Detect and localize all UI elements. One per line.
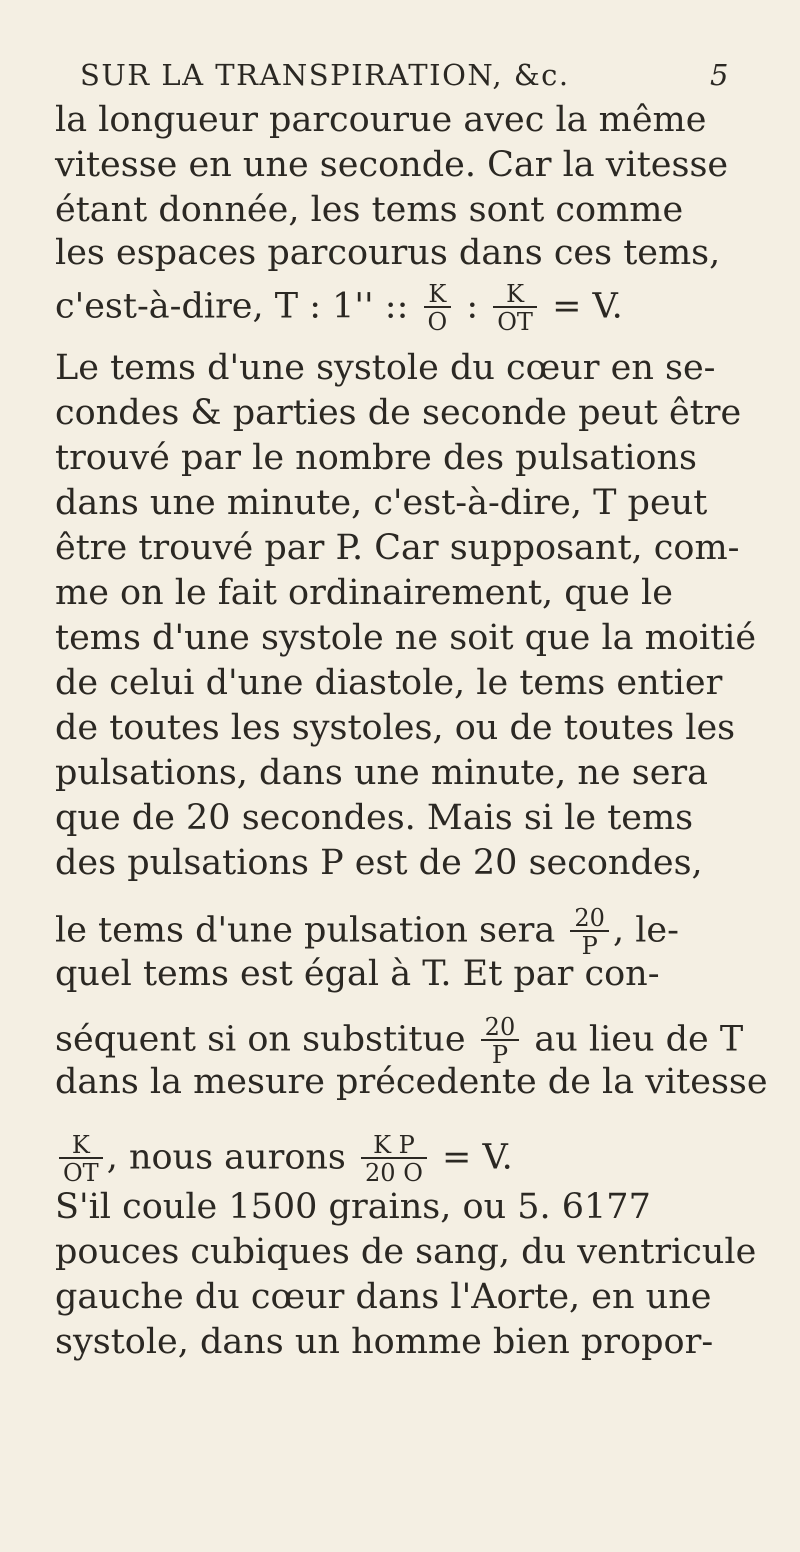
text-line: des pulsations P est de 20 secondes,: [55, 843, 703, 883]
text-line: [55, 282, 735, 334]
text-line: quel tems est égal à T. Et par con-: [55, 954, 660, 994]
text-segment: au lieu de T: [523, 1019, 744, 1060]
text-line: [55, 1133, 735, 1185]
text-line: être trouvé par P. Car supposant, com-: [55, 528, 740, 568]
fraction-k-over-o: [424, 282, 452, 334]
text-segment: c'est-à-dire, T : 1'' ::: [55, 286, 420, 327]
text-line: que de 20 secondes. Mais si le tems: [55, 798, 694, 838]
text-line: de celui d'une diastole, le tems entier: [55, 663, 723, 703]
text-line: gauche du cœur dans l'Aorte, en une: [55, 1277, 712, 1317]
fraction-k-over-ot: [493, 282, 537, 334]
text-line: étant donnée, les tems sont comme: [55, 190, 684, 230]
text-line: S'il coule 1500 grains, ou 5. 6177: [55, 1187, 651, 1227]
text-line: vitesse en une seconde. Car la vitesse: [55, 145, 729, 185]
text-line: dans une minute, c'est-à-dire, T peut: [55, 483, 708, 523]
running-header: [80, 58, 730, 98]
fraction-numerator: K: [493, 282, 537, 308]
running-title: SUR LA TRANSPIRATION, &c.: [80, 58, 570, 92]
text-line: trouvé par le nombre des pulsations: [55, 438, 697, 478]
page-number: 5: [710, 58, 730, 92]
fraction-20-over-p: [570, 906, 609, 958]
fraction-kp-over-20o: [361, 1133, 427, 1185]
text-line: pulsations, dans une minute, ne sera: [55, 753, 709, 793]
text-segment: = V.: [540, 286, 623, 327]
fraction-k-over-ot: [59, 1133, 103, 1185]
fraction-20-over-p: [481, 1015, 520, 1067]
fraction-denominator: OT: [63, 1159, 99, 1187]
fraction-numerator: 20: [481, 1015, 520, 1041]
text-line: Le tems d'une systole du cœur en se-: [55, 348, 716, 388]
fraction-denominator: OT: [497, 308, 533, 336]
text-line: de toutes les systoles, ou de toutes les: [55, 708, 736, 748]
text-line: dans la mesure précedente de la vitesse: [55, 1062, 768, 1102]
text-segment: = V.: [430, 1137, 513, 1178]
text-line: systole, dans un homme bien propor-: [55, 1322, 714, 1362]
text-line: [55, 1013, 744, 1069]
text-line: tems d'une systole ne soit que la moitié: [55, 618, 757, 658]
text-segment: , nous aurons: [106, 1137, 358, 1178]
fraction-denominator: O: [427, 308, 448, 336]
text-segment: :: [455, 286, 490, 327]
fraction-numerator: K: [59, 1133, 103, 1159]
text-line: la longueur parcourue avec la même: [55, 100, 707, 140]
text-segment: , le-: [612, 910, 679, 951]
fraction-denominator: P: [491, 1041, 509, 1069]
text-line: pouces cubiques de sang, du ventricule: [55, 1232, 757, 1272]
text-segment: séquent si on substitue: [55, 1019, 477, 1060]
fraction-numerator: K P: [361, 1133, 427, 1159]
text-segment: le tems d'une pulsation sera: [55, 910, 567, 951]
text-line: [55, 906, 735, 958]
text-line: les espaces parcourus dans ces tems,: [55, 233, 721, 273]
fraction-numerator: 20: [570, 906, 609, 932]
fraction-numerator: K: [424, 282, 452, 308]
text-line: me on le fait ordinairement, que le: [55, 573, 673, 613]
fraction-denominator: 20 O: [365, 1159, 423, 1187]
text-line: condes & parties de seconde peut être: [55, 393, 742, 433]
fraction-denominator: P: [581, 932, 598, 960]
